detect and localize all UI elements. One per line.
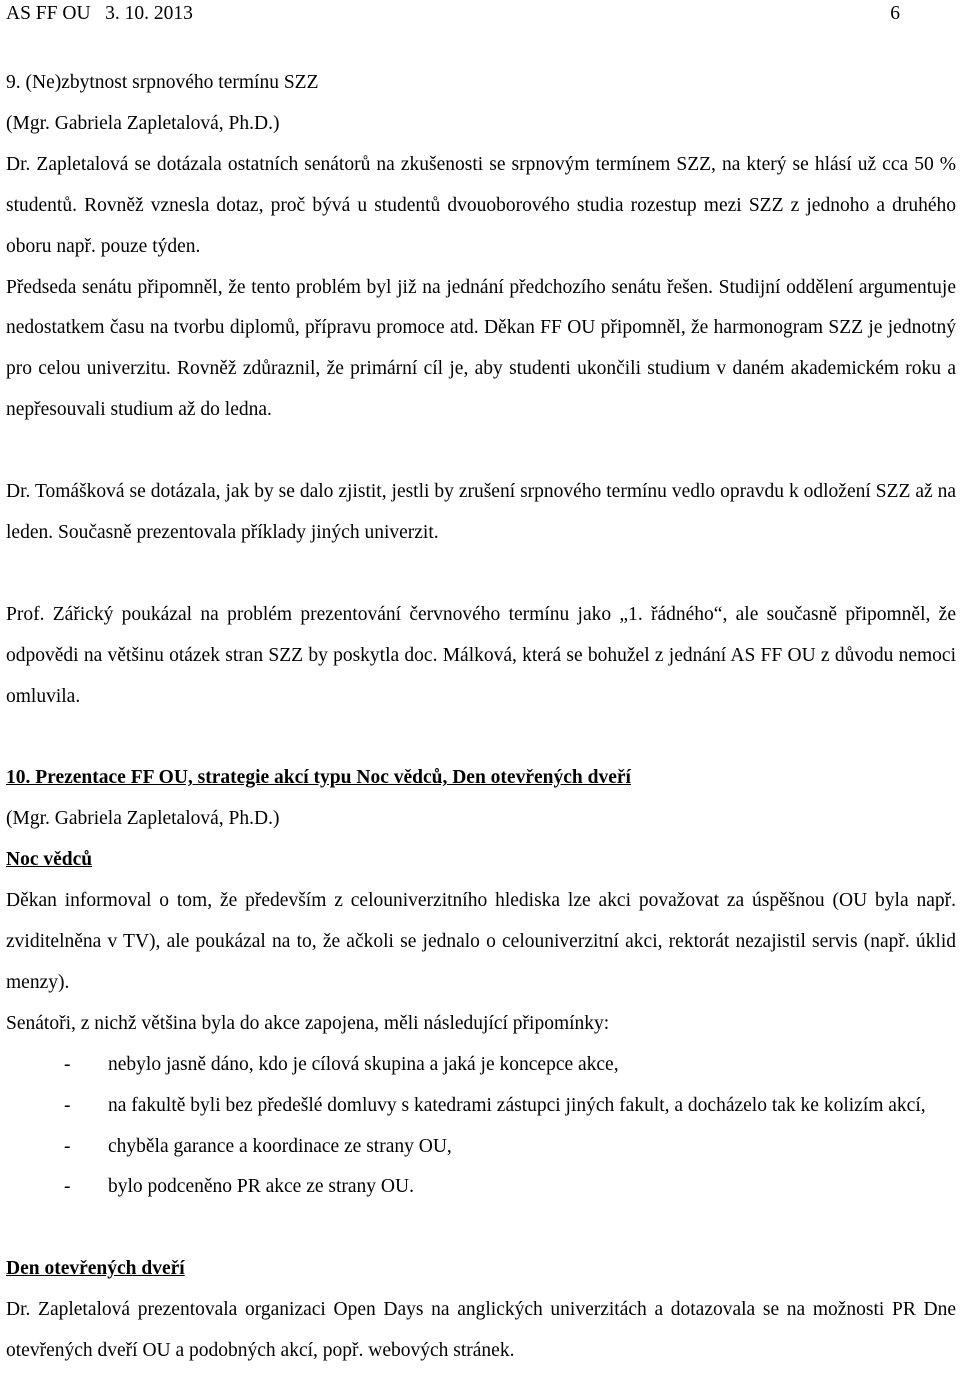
section-9-presenter: (Mgr. Gabriela Zapletalová, Ph.D.) bbox=[6, 112, 280, 134]
section-9-paragraph: Dr. Tomášková se dotázala, jak by se dalo zjistit, jestli by zrušení srpnového termínu vedlo opravdu k odložení SZZ až na leden. Současně prezentovala příklady jiných univerzit. bbox=[6, 481, 956, 543]
list-dash: - bbox=[64, 1135, 71, 1157]
list-item-text: bylo podceněno PR akce ze strany OU. bbox=[108, 1176, 414, 1198]
list-item-text: chyběla garance a koordinace ze strany OU, bbox=[108, 1135, 452, 1157]
list-item-text: nebylo jasně dáno, kdo je cílová skupina a jaká je koncepce akce, bbox=[108, 1053, 619, 1075]
section-9-paragraph: Prof. Zářický poukázal na problém prezentování červnového termínu jako „1. řádného“, ale současně připomněl, že odpovědi na většinu otázek stran SZZ by poskytla doc. Málková, která se bohužel z jednání AS FF OU z důvodu nemoci omluvila. bbox=[6, 603, 956, 707]
list-dash: - bbox=[64, 1094, 71, 1116]
senators-intro: Senátoři, z nichž většina byla do akce zapojena, měli následující připomínky: bbox=[6, 1012, 610, 1034]
section-10-title: 10. Prezentace FF OU, strategie akcí typu Noc vědců, Den otevřených dveří bbox=[6, 767, 631, 789]
spacer bbox=[6, 554, 956, 595]
list-dash: - bbox=[64, 1176, 71, 1198]
list-item bbox=[6, 1045, 956, 1086]
spacer bbox=[6, 431, 956, 472]
section-9-title: 9. (Ne)zbytnost srpnového termínu SZZ bbox=[6, 72, 319, 93]
section-9-paragraph: Předseda senátu připomněl, že tento problém byl již na jednání předchozího senátu řešen. Studijní oddělení argumentuje nedostatkem času na tvorbu diplomů, přípravu promoce atd. Děkan FF OU připomněl, že harmonogram SZZ je jednotný pro celou univerzitu. Rovněž zdůraznil, že primární cíl je, aby studenti ukončili studium v daném akademickém roku a nepřesouvali studium až do ledna. bbox=[6, 276, 956, 421]
noc-vedcu-paragraph: Děkan informoval o tom, že především z celouniverzitního hlediska lze akci považovat za úspěšnou (OU byla např. zviditelněna v TV), ale poukázal na to, že ačkoli se jednalo o celouniverzitní akci, rektorát nezajistil servis (např. úklid menzy). bbox=[6, 890, 956, 993]
den-otevrenych-dveri-paragraph: Dr. Zapletalová prezentovala organizaci Open Days na anglických univerzitách a dotazovala se na možnosti PR Dne otevřených dveří OU a podobných akcí, popř. webových stránek. bbox=[6, 1299, 956, 1362]
header-title: AS FF OU 3. 10. 2013 bbox=[6, 3, 193, 24]
comments-list bbox=[6, 1045, 956, 1209]
list-dash: - bbox=[64, 1053, 71, 1075]
document-body bbox=[6, 63, 956, 1372]
page-number: 6 bbox=[890, 3, 900, 24]
list-item bbox=[6, 1127, 956, 1168]
page-header bbox=[6, 0, 900, 28]
section-9-paragraph: Dr. Zapletalová se dotázala ostatních senátorů na zkušenosti se srpnovým termínem SZZ, na který se hlásí už cca 50 % studentů. Rovněž vznesla dotaz, proč bývá u studentů dvouoborového studia rozestup mezi SZZ z jednoho a druhého oboru např. pouze týden. bbox=[6, 153, 956, 257]
section-10-presenter: (Mgr. Gabriela Zapletalová, Ph.D.) bbox=[6, 808, 280, 830]
spacer bbox=[6, 1208, 956, 1249]
list-item bbox=[6, 1086, 956, 1127]
list-item bbox=[6, 1167, 956, 1208]
list-item-text: na fakultě byli bez předešlé domluvy s katedrami zástupci jiných fakult, a docházelo tak ke kolizím akcí, bbox=[108, 1094, 926, 1116]
noc-vedcu-heading: Noc vědců bbox=[6, 849, 93, 871]
den-otevrenych-dveri-heading: Den otevřených dveří bbox=[6, 1258, 185, 1280]
spacer bbox=[6, 717, 956, 758]
